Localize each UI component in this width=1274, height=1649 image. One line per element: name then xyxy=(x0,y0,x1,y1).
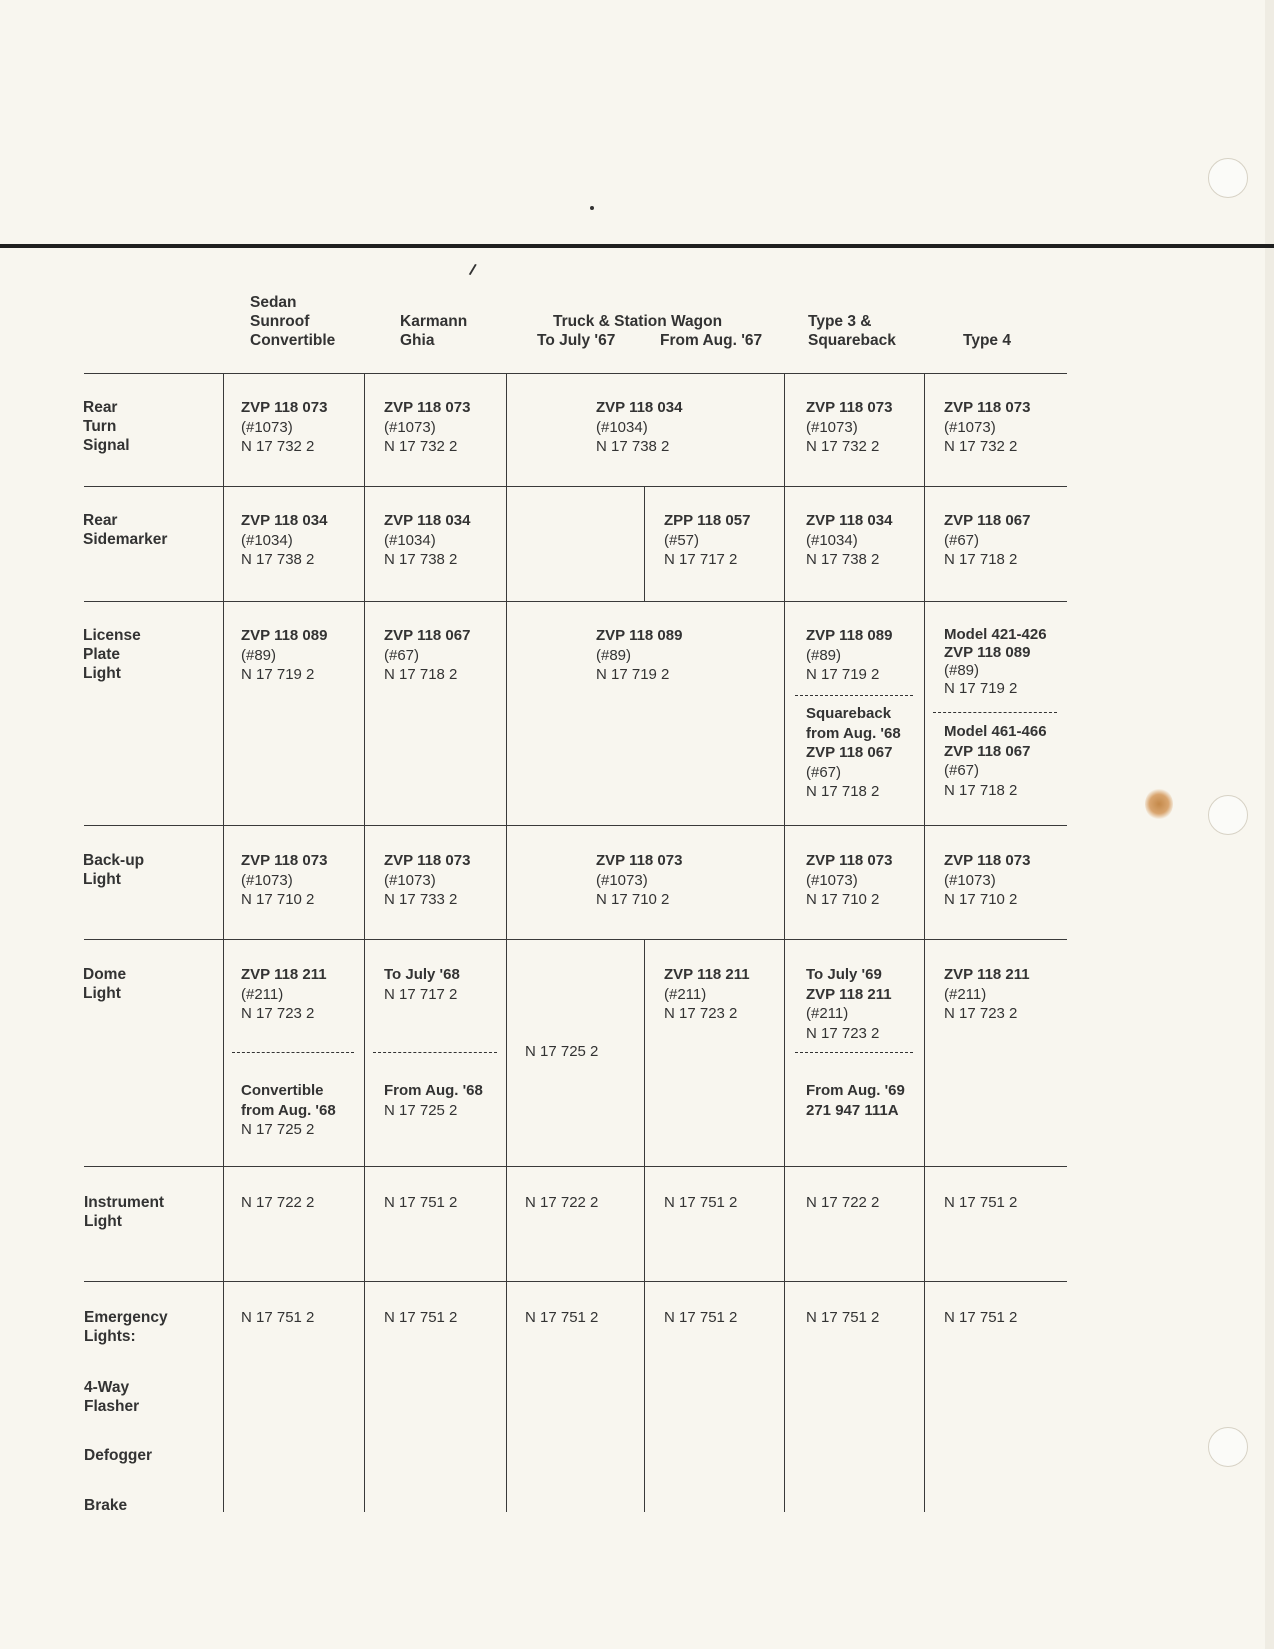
cell-instrument-truck-to: N 17 722 2 xyxy=(525,1194,599,1211)
row-label-license-plate-light: License Plate Light xyxy=(83,627,141,682)
cell-backup-karmann: ZVP 118 073 (#1073) N 17 733 2 xyxy=(384,852,471,908)
cell-sidemarker-type4: ZVP 118 067 (#67) N 17 718 2 xyxy=(944,512,1031,568)
cell-backup-truck: ZVP 118 073 (#1073) N 17 710 2 xyxy=(596,852,683,908)
grid-rule xyxy=(84,601,1067,602)
grid-rule xyxy=(84,939,1067,940)
cell-emergency-sedan: N 17 751 2 xyxy=(241,1309,315,1326)
row-label-brake: Brake xyxy=(84,1497,128,1514)
cell-license-type3-a: ZVP 118 089 (#89) N 17 719 2 xyxy=(806,627,893,683)
cell-license-karmann: ZVP 118 067 (#67) N 17 718 2 xyxy=(384,627,471,683)
cell-dome-karmann-a: To July '68 N 17 717 2 xyxy=(384,966,460,1003)
cell-license-sedan: ZVP 118 089 (#89) N 17 719 2 xyxy=(241,627,328,683)
header-truck-to: To July '67 xyxy=(537,332,616,349)
cell-backup-type4: ZVP 118 073 (#1073) N 17 710 2 xyxy=(944,852,1031,908)
cell-sidemarker-type3: ZVP 118 034 (#1034) N 17 738 2 xyxy=(806,512,893,568)
cell-rear-turn-type4: ZVP 118 073 (#1073) N 17 732 2 xyxy=(944,399,1031,455)
cell-emergency-karmann: N 17 751 2 xyxy=(384,1309,458,1326)
rust-stain xyxy=(1145,788,1173,820)
cell-instrument-truck-from: N 17 751 2 xyxy=(664,1194,738,1211)
cell-dome-type3-a: To July '69 ZVP 118 211 (#211) N 17 723 2 xyxy=(806,966,892,1042)
cell-license-type4-b: Model 461-466 ZVP 118 067 (#67) N 17 718 2 xyxy=(944,723,1047,799)
divider-dashed xyxy=(795,695,913,696)
column-rule xyxy=(924,373,925,1512)
column-rule xyxy=(644,486,645,601)
cell-dome-type4: ZVP 118 211 (#211) N 17 723 2 xyxy=(944,966,1030,1022)
row-label-instrument-light: Instrument Light xyxy=(84,1194,165,1230)
row-label-4-way-flasher: 4-Way Flasher xyxy=(84,1379,140,1415)
cell-dome-truck-from: ZVP 118 211 (#211) N 17 723 2 xyxy=(664,966,750,1022)
grid-rule xyxy=(84,1166,1067,1167)
grid-rule xyxy=(84,1281,1067,1282)
cell-emergency-truck-from: N 17 751 2 xyxy=(664,1309,738,1326)
cell-rear-turn-truck: ZVP 118 034 (#1034) N 17 738 2 xyxy=(596,399,683,455)
cell-license-type3-b: Squareback from Aug. '68 ZVP 118 067 (#67) N 17 718 2 xyxy=(806,705,901,800)
cell-dome-sedan-b: Convertible from Aug. '68 N 17 725 2 xyxy=(241,1082,336,1138)
cell-rear-turn-karmann: ZVP 118 073 (#1073) N 17 732 2 xyxy=(384,399,471,455)
divider-dashed xyxy=(933,712,1057,713)
cell-license-type4-a: Model 421-426 ZVP 118 089 (#89) N 17 719 2 xyxy=(944,626,1047,697)
divider-dashed xyxy=(232,1052,354,1053)
header-truck-from: From Aug. '67 xyxy=(660,332,763,349)
header-karmann-ghia: Karmann Ghia xyxy=(400,313,468,349)
divider-dashed xyxy=(373,1052,497,1053)
cell-sidemarker-sedan: ZVP 118 034 (#1034) N 17 738 2 xyxy=(241,512,328,568)
row-label-dome-light: Dome Light xyxy=(83,966,127,1002)
row-label-rear-sidemarker: Rear Sidemarker xyxy=(83,512,168,548)
row-label-back-up-light: Back-up Light xyxy=(83,852,145,888)
header-truck: Truck & Station Wagon xyxy=(553,313,723,330)
cell-backup-type3: ZVP 118 073 (#1073) N 17 710 2 xyxy=(806,852,893,908)
cell-emergency-type4: N 17 751 2 xyxy=(944,1309,1018,1326)
cell-sidemarker-karmann: ZVP 118 034 (#1034) N 17 738 2 xyxy=(384,512,471,568)
column-rule xyxy=(784,373,785,1512)
cell-rear-turn-type3: ZVP 118 073 (#1073) N 17 732 2 xyxy=(806,399,893,455)
cell-dome-sedan-a: ZVP 118 211 (#211) N 17 723 2 xyxy=(241,966,327,1022)
row-label-rear-turn-signal: Rear Turn Signal xyxy=(83,399,130,454)
punch-hole-top xyxy=(1208,158,1248,198)
header-sedan: Sedan Sunroof Convertible xyxy=(250,294,336,349)
header-type4: Type 4 xyxy=(963,332,1011,349)
row-label-defogger: Defogger xyxy=(84,1447,153,1464)
grid-rule xyxy=(84,825,1067,826)
top-rule xyxy=(0,244,1274,248)
cell-dome-truck-to: N 17 725 2 xyxy=(525,1043,599,1060)
column-rule xyxy=(223,373,224,1512)
pen-mark: / xyxy=(467,261,478,280)
cell-emergency-type3: N 17 751 2 xyxy=(806,1309,880,1326)
cell-sidemarker-truck-from: ZPP 118 057 (#57) N 17 717 2 xyxy=(664,512,751,568)
cell-backup-sedan: ZVP 118 073 (#1073) N 17 710 2 xyxy=(241,852,328,908)
cell-instrument-type3: N 17 722 2 xyxy=(806,1194,880,1211)
grid-rule xyxy=(84,486,1067,487)
header-type3: Type 3 & Squareback xyxy=(808,313,896,349)
cell-dome-type3-b: From Aug. '69 271 947 111A xyxy=(806,1082,905,1119)
row-label-emergency-lights: Emergency Lights: xyxy=(84,1309,168,1345)
cell-instrument-sedan: N 17 722 2 xyxy=(241,1194,315,1211)
punch-hole-middle xyxy=(1208,795,1248,835)
column-rule xyxy=(644,939,645,1512)
cell-emergency-truck-to: N 17 751 2 xyxy=(525,1309,599,1326)
cell-rear-turn-sedan: ZVP 118 073 (#1073) N 17 732 2 xyxy=(241,399,328,455)
cell-license-truck: ZVP 118 089 (#89) N 17 719 2 xyxy=(596,627,683,683)
divider-dashed xyxy=(795,1052,913,1053)
cell-instrument-karmann: N 17 751 2 xyxy=(384,1194,458,1211)
speck xyxy=(590,206,594,210)
cell-dome-karmann-b: From Aug. '68 N 17 725 2 xyxy=(384,1082,483,1119)
column-rule xyxy=(506,373,507,1512)
punch-hole-bottom xyxy=(1208,1427,1248,1467)
column-rule xyxy=(364,373,365,1512)
cell-instrument-type4: N 17 751 2 xyxy=(944,1194,1018,1211)
grid-rule xyxy=(84,373,1067,374)
